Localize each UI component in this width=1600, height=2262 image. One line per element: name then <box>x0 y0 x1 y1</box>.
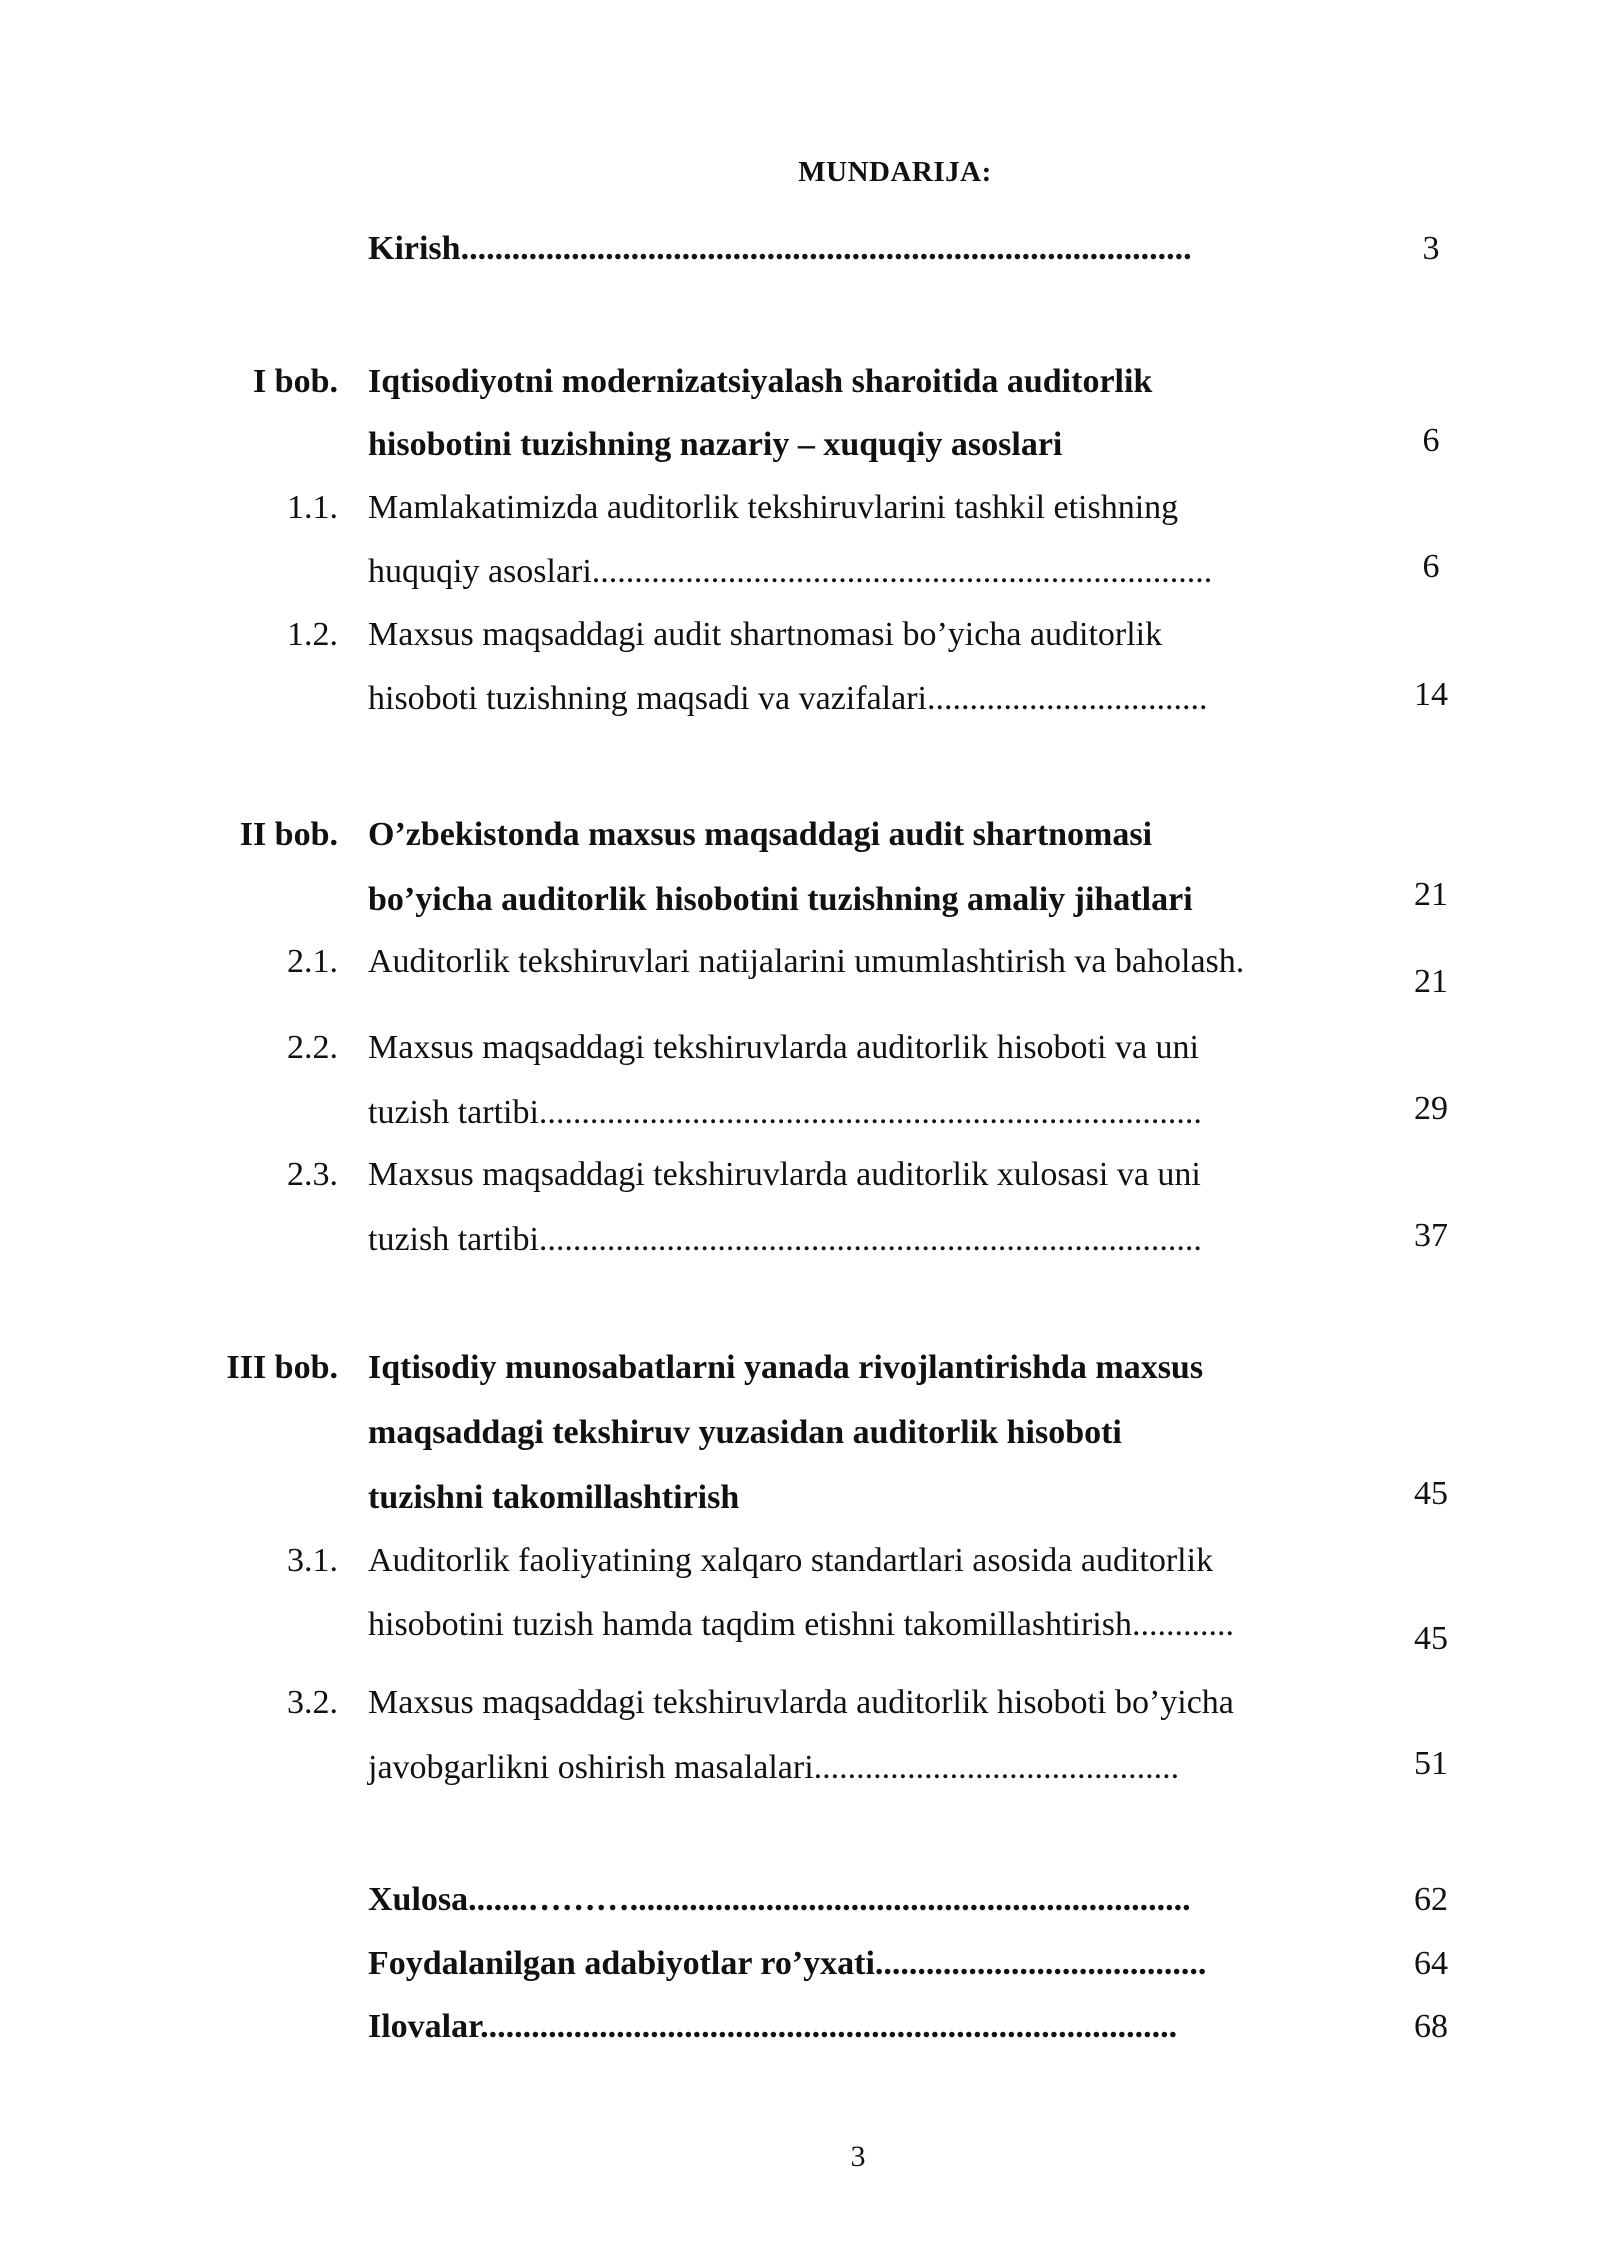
chapter-3-page: 45 <box>1414 1475 1448 1512</box>
section-3-1-number: 3.1. <box>287 1542 338 1579</box>
section-2-3-number: 2.3. <box>287 1156 338 1193</box>
section-1-2-line2: hisoboti tuzishning maqsadi va vazifalari................................. <box>368 680 1208 717</box>
section-2-3-line1: Maxsus maqsaddagi tekshiruvlarda auditorlik xulosasi va uni <box>368 1156 1201 1193</box>
section-2-2-number: 2.2. <box>287 1029 338 1066</box>
toc-kirish-page: 3 <box>1422 230 1440 267</box>
chapter-2-page: 21 <box>1414 876 1448 913</box>
section-3-1-line2: hisobotini tuzish hamda taqdim etishni takomillashtirish............ <box>368 1606 1234 1643</box>
chapter-3-number: III bob. <box>226 1349 338 1386</box>
chapter-1-title-line2: hisobotini tuzishning nazariy – xuquqiy asoslari <box>368 426 1063 463</box>
section-1-2-page: 14 <box>1414 676 1448 713</box>
section-2-2-page: 29 <box>1414 1090 1448 1127</box>
chapter-2-number: II bob. <box>239 816 338 853</box>
section-3-1-line1: Auditorlik faoliyatining xalqaro standartlari asosida auditorlik <box>368 1542 1214 1579</box>
section-2-3-page: 37 <box>1414 1217 1448 1254</box>
chapter-1-page: 6 <box>1422 422 1440 459</box>
chapter-3-title-line1: Iqtisodiy munosabatlarni yanada rivojlantirishda maxsus <box>368 1349 1204 1386</box>
section-3-2-page: 51 <box>1414 1745 1448 1782</box>
section-3-1-page: 45 <box>1414 1620 1448 1657</box>
section-2-3-line2: tuzish tartibi.............................................................................. <box>368 1221 1202 1258</box>
section-1-1-page: 6 <box>1422 548 1440 585</box>
section-1-1-number: 1.1. <box>287 489 338 526</box>
chapter-2-title-line2: bo’yicha auditorlik hisobotini tuzishning amaliy jihatlari <box>368 881 1193 918</box>
section-2-2-line2: tuzish tartibi.............................................................................. <box>368 1094 1202 1131</box>
toc-adabiyotlar-page: 64 <box>1414 1945 1448 1982</box>
chapter-3-title-line2: maqsaddagi tekshiruv yuzasidan auditorlik hisoboti <box>368 1414 1122 1451</box>
chapter-1-number: I bob. <box>252 363 338 400</box>
toc-kirish: Kirish...................................................................................... <box>368 230 1192 267</box>
page-number-footer: 3 <box>850 2140 866 2173</box>
section-3-2-number: 3.2. <box>287 1684 338 1721</box>
section-1-1-line2: huquqiy asoslari......................................................................... <box>368 553 1213 590</box>
section-2-2-line1: Maxsus maqsaddagi tekshiruvlarda auditorlik hisoboti va uni <box>368 1029 1199 1066</box>
toc-ilovalar-page: 68 <box>1414 2008 1448 2045</box>
page-title: MUNDARIJA: <box>798 156 992 188</box>
toc-xulosa-page: 62 <box>1414 1881 1448 1918</box>
section-3-2-line2: javobgarlikni oshirish masalalari........................................... <box>368 1749 1180 1786</box>
section-2-1-line1: Auditorlik tekshiruvlari natijalarini umumlashtirish va baholash. <box>368 943 1245 980</box>
chapter-2-title-line1: O’zbekistonda maxsus maqsaddagi audit shartnomasi <box>368 816 1153 853</box>
section-3-2-line1: Maxsus maqsaddagi tekshiruvlarda auditorlik hisoboti bo’yicha <box>368 1684 1234 1721</box>
section-2-1-number: 2.1. <box>287 943 338 980</box>
section-2-1-page: 21 <box>1414 963 1448 1000</box>
section-1-2-number: 1.2. <box>287 616 338 653</box>
toc-ilovalar: Ilovalar.................................................................................. <box>368 2008 1178 2045</box>
section-1-1-line1: Mamlakatimizda auditorlik tekshiruvlarini tashkil etishning <box>368 489 1179 526</box>
toc-xulosa: Xulosa.......……….................................................................. <box>368 1881 1191 1918</box>
toc-adabiyotlar: Foydalanilgan adabiyotlar ro’yxati....................................... <box>368 1945 1207 1982</box>
chapter-3-title-line3: tuzishni takomillashtirish <box>368 1479 740 1516</box>
section-1-2-line1: Maxsus maqsaddagi audit shartnomasi bo’yicha auditorlik <box>368 616 1163 653</box>
chapter-1-title-line1: Iqtisodiyotni modernizatsiyalash sharoitida auditorlik <box>368 363 1153 400</box>
